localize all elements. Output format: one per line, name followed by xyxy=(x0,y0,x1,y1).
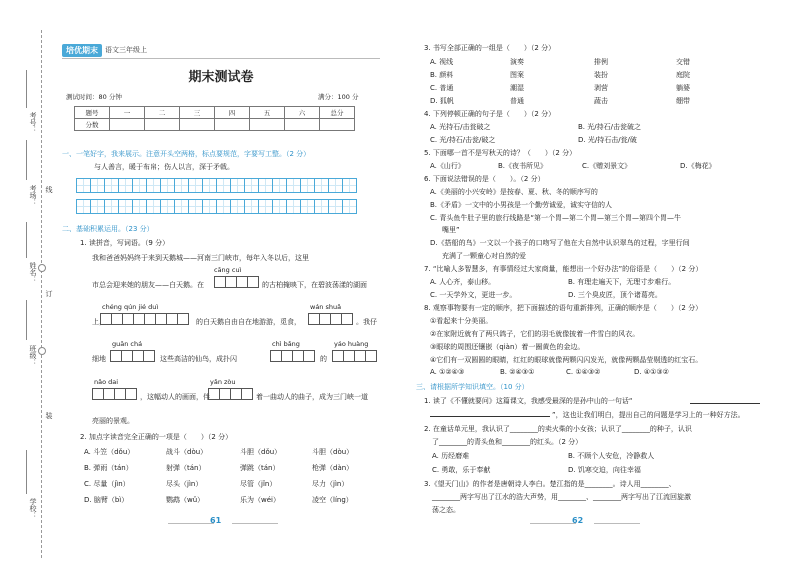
q6-option-c-cont: 嘴里” xyxy=(442,226,460,234)
q2-option: 射弹（tán） xyxy=(166,464,206,472)
score-input[interactable] xyxy=(320,119,355,131)
q5-stem: 5. 下面哪一首不是写秋天的诗？（ ）（2 分） xyxy=(424,149,577,157)
passage-line-4c: 的 xyxy=(320,355,327,363)
q3-option: B. 颜料 xyxy=(430,71,454,79)
section1-sentence: 与人善言，暖于布帛；伤人以言，深于矛戟。 xyxy=(94,163,234,171)
q3-option: 排例 xyxy=(594,58,608,66)
q2-option: 弹跳（tán） xyxy=(240,464,280,472)
score-cell: 题号 xyxy=(75,107,110,119)
q3-stem: 3. 书写全部正确的一组是（ ）（2 分） xyxy=(424,44,556,52)
q1-stem: 1. 读拼音，写词语。（9 分） xyxy=(80,239,170,247)
writing-grid-row-2[interactable] xyxy=(76,199,356,214)
page-number-rule xyxy=(530,523,576,533)
q3-option: C. 普通 xyxy=(430,84,454,92)
score-table-header-row xyxy=(75,107,355,119)
score-input[interactable] xyxy=(285,119,320,131)
score-cell: 二 xyxy=(145,107,180,119)
q3-option: 蔬击 xyxy=(594,97,608,105)
page-title: 期末测试卷 xyxy=(188,70,254,85)
q8-option: A. ①②④③ xyxy=(430,368,465,376)
q2-option: 乐为（wéi） xyxy=(240,496,280,504)
pinyin-chibang: chì bǎng xyxy=(272,340,300,348)
pinyin-yaohuang: yáo huàng xyxy=(334,340,369,348)
binding-mark-zhuang: 装 xyxy=(45,412,53,419)
page-number-left: 61 xyxy=(210,516,222,525)
section1-heading: 一、一笔好字，我来展示。注意开头空两格，标点要规范，字要写工整。（2 分） xyxy=(62,150,311,158)
q6-option-a: A.《美丽的小兴安岭》是按春、夏、秋、冬的顺序写的 xyxy=(430,188,598,196)
q2-option: 尽力（jìn） xyxy=(312,480,349,488)
q6-option-d-cont: 充满了一颗童心对自然的爱 xyxy=(442,252,526,260)
passage-line-2b: 的古柏掩映下，在碧波荡漾的湖面 xyxy=(262,281,367,289)
fill-q2: 2. 在童话单元里，我认识了________的卖火柴的小女孩；认识了________的种子，认识 xyxy=(424,425,692,433)
q5-option: A.《山行》 xyxy=(430,162,465,170)
q8-sentence: ③眼球的周围还镶嵌（qiàn）着一圈黄色的金边。 xyxy=(430,343,585,351)
passage-line-4b: 这些高洁的仙鸟，成扑闪 xyxy=(160,355,237,363)
fill-q1-blank[interactable] xyxy=(690,403,760,404)
q8-option: D. ④①③② xyxy=(634,368,669,376)
fill-q3: 3.《望天门山》的作者是唐朝诗人李白。楚江指的是________。诗人用________、 xyxy=(424,480,676,488)
passage-line-2a: 市总会迎来她的朋友——白天鹅。在 xyxy=(92,281,204,289)
fill-q1: 1. 读了《不懂就要问》这篇课文，我感受最深的是孙中山的一句话“ xyxy=(424,397,633,405)
school-label: 学校： xyxy=(29,498,37,519)
q2-option: 凌空（líng） xyxy=(312,496,353,504)
q4-option: A. 光持石/击瓮破之 xyxy=(430,123,491,131)
name-label: 姓名： xyxy=(29,262,37,283)
binding-mark-line: 线 xyxy=(45,186,53,193)
fill-q2-option: C. 勇敢，乐于奉献 xyxy=(432,466,491,474)
q8-option: B. ②④③① xyxy=(500,368,535,376)
answer-box-chengqunjiedui[interactable] xyxy=(100,313,188,325)
answer-box-yanzou[interactable] xyxy=(208,388,252,400)
q3-option: 图案 xyxy=(510,71,524,79)
fill-q2-option: D. 饥寒交迫，向往幸福 xyxy=(568,466,641,474)
score-cell: 总分 xyxy=(320,107,355,119)
q3-option: 演奏 xyxy=(510,58,524,66)
q7-stem: 7. “比喻人多智慧多，有事情经过大家商量，能想出一个好办法”的俗语是（ ）（2 分） xyxy=(424,265,703,273)
q3-option: 潮湿 xyxy=(510,84,524,92)
score-table-score-row xyxy=(75,119,355,131)
q7-option: C. 一天学外文，更进一步。 xyxy=(430,291,517,299)
exam-number-label: 考号： xyxy=(29,112,37,133)
q2-option: B. 弹雨（tán） xyxy=(84,464,133,472)
answer-box-naodai[interactable] xyxy=(92,388,136,400)
q4-option: B. 光/持石/击瓮破之 xyxy=(578,123,641,131)
q3-option: 装扮 xyxy=(594,71,608,79)
passage-line-3a: 上， xyxy=(92,318,106,326)
writing-grid-row-1[interactable] xyxy=(76,178,356,193)
name-field[interactable] xyxy=(26,222,27,258)
pinyin-chengqunjiedui: chéng qún jié duì xyxy=(102,303,159,311)
score-input[interactable] xyxy=(180,119,215,131)
q6-option-d: D.《搭船的鸟》一文以一个孩子的口吻写了他在大自然中认识翠鸟的过程，字里行间 xyxy=(430,239,690,247)
q2-option: 斗胆（dǒu） xyxy=(240,448,282,456)
q3-option: 躺婆 xyxy=(676,84,690,92)
q3-option: 交错 xyxy=(676,58,690,66)
binding-margin xyxy=(0,0,58,585)
q3-option: 剥营 xyxy=(594,84,608,92)
binding-cut-line xyxy=(41,30,42,558)
q8-sentence: ②在家附近就有了两只鸽子，它们的羽毛就像披着一件雪白的风衣。 xyxy=(430,330,640,338)
page-number-rule xyxy=(232,523,278,533)
binding-hole xyxy=(38,347,46,355)
q5-option: D.《梅花》 xyxy=(680,162,716,170)
answer-box-wanshua[interactable] xyxy=(308,313,352,325)
fill-q2-cont: 了________的青头鱼和________的红头。（2 分） xyxy=(432,438,583,446)
class-field[interactable] xyxy=(26,300,27,340)
q2-option: 枪弹（dàn） xyxy=(312,464,354,472)
fill-q1-cont: ”，这也让我们明白，提出自己的问题是学习上的一种好方法。 xyxy=(552,411,745,419)
exam-number-field[interactable] xyxy=(26,70,27,108)
header-rule xyxy=(62,58,380,59)
passage-line-1: 我和爸爸妈妈终于来到天鹅城——河南三门峡市，每年入冬以后，这里 xyxy=(92,254,309,262)
answer-box-chibang[interactable] xyxy=(270,350,314,362)
passage-line-4a: 细地 xyxy=(92,355,106,363)
score-cell: 分数 xyxy=(75,119,110,131)
q2-option: A. 斗笠（dǒu） xyxy=(84,448,135,456)
section2-heading: 二、基础积累运用。（23 分） xyxy=(62,225,154,233)
passage-line-3c: 。我仔 xyxy=(356,318,377,326)
brand-subject: 语文三年级上 xyxy=(105,46,147,54)
q8-stem: 8. 观察事物要有一定的顺序，把下面描述的语句重新排列，正确的顺序是（ ）（2 分） xyxy=(424,304,703,312)
q5-option: C.《赠刘景文》 xyxy=(582,162,632,170)
pinyin-wanshua: wán shuǎ xyxy=(310,303,342,311)
page-number-rule xyxy=(594,523,640,533)
q2-option: 尽管（jǐn） xyxy=(240,480,277,488)
q2-option: 斗胆（dòu） xyxy=(312,448,354,456)
q2-option: 战斗（dòu） xyxy=(166,448,208,456)
score-cell: 四 xyxy=(215,107,250,119)
page-number-rule xyxy=(168,523,214,533)
score-cell: 六 xyxy=(285,107,320,119)
score-table xyxy=(74,106,355,131)
passage-line-5b: 着一曲动人的曲子，成为三门峡一道 xyxy=(256,393,368,401)
school-field[interactable] xyxy=(26,450,27,494)
class-label: 班级： xyxy=(29,345,37,366)
score-cell: 一 xyxy=(110,107,145,119)
fill-q3-cont: ________两字写出了江水的浩大声势，用________、________两字写出了江流回旋激 xyxy=(432,493,691,501)
q8-sentence: ①看起来十分美丽。 xyxy=(430,317,493,325)
q7-option: B. 有理走遍天下，无理寸步难行。 xyxy=(568,278,676,286)
q8-sentence: ④它们有一双圆圆的眼睛，红红的眼球就像两颗闪闪发光，就像两颗晶莹剔透的红宝石。 xyxy=(430,356,703,364)
score-input[interactable] xyxy=(145,119,180,131)
answer-box-yaohuang[interactable] xyxy=(332,350,376,362)
pinyin-naodai: nǎo dai xyxy=(94,378,119,386)
q7-option: D. 三个臭皮匠，顶个诸葛亮。 xyxy=(568,291,662,299)
exam-time: 测试时间：80 分钟 xyxy=(66,93,122,101)
q4-stem: 4. 下列停顿正确的句子是（ ）（2 分） xyxy=(424,110,556,118)
q3-option: D. 狐帆 xyxy=(430,97,454,105)
score-input[interactable] xyxy=(110,119,145,131)
passage-line-6: 亮丽的景观。 xyxy=(92,417,134,425)
brand xyxy=(62,44,147,56)
q3-option: 绷带 xyxy=(676,97,690,105)
q7-option: A. 人心齐，泰山移。 xyxy=(430,278,496,286)
passage-line-5a: ，这幅动人的画面，伴 xyxy=(140,393,210,401)
q4-option: D. 光/持石击/瓮/破 xyxy=(578,136,637,144)
q2-option: C. 尽量（jìn） xyxy=(84,480,130,488)
q2-option: D. 脑臂（bì） xyxy=(84,496,129,504)
q2-stem: 2. 加点字读音完全正确的一项是（ ）（2 分） xyxy=(80,433,233,441)
q6-stem: 6. 下面说法错误的是（ ）。（2 分） xyxy=(424,175,545,183)
full-score: 满分：100 分 xyxy=(318,93,359,101)
pinyin-yanzou: yǎn zòu xyxy=(210,378,236,386)
q6-option-b: B.《矛盾》一文中的小男孩是一个勤劳诚爱，诚实守信的人 xyxy=(430,201,613,209)
fill-q2-option: B. 不顾个人安危，冷静救人 xyxy=(568,452,655,460)
page-number-right: 62 xyxy=(572,516,584,525)
answer-box-guancha[interactable] xyxy=(110,350,154,362)
exam-room-field[interactable] xyxy=(26,140,27,180)
q3-option: 普通 xyxy=(510,97,524,105)
binding-mark-ding: 订 xyxy=(45,290,53,297)
score-input[interactable] xyxy=(215,119,250,131)
binding-hole xyxy=(38,264,46,272)
q2-option: 尽头（jìn） xyxy=(166,480,203,488)
section3-heading: 三、请根据所学知识填空。（10 分） xyxy=(416,383,529,391)
fill-q2-option: A. 历经磨难 xyxy=(432,452,470,460)
q3-option: 庭院 xyxy=(676,71,690,79)
score-input[interactable] xyxy=(250,119,285,131)
exam-room-label: 考场： xyxy=(29,185,37,206)
score-cell: 五 xyxy=(250,107,285,119)
q5-option: B.《夜书所见》 xyxy=(498,162,548,170)
score-cell: 三 xyxy=(180,107,215,119)
q8-option: C. ①④③② xyxy=(566,368,601,376)
pinyin-cangcui: cāng cuì xyxy=(214,266,242,274)
brand-logo: 培优期末 xyxy=(62,44,102,57)
fill-q1-blank-2[interactable] xyxy=(430,416,550,417)
fill-q3-end: 荡之态。 xyxy=(432,506,460,514)
q4-option: C. 光/持石/击瓮/破之 xyxy=(430,136,496,144)
passage-line-3b: 的白天鹅自由自在地游游，觅食， xyxy=(196,318,301,326)
q6-option-c: C. 青头鱼牛肚子里的旅行线路是“第一个胃—第二个胃—第三个胃—第四个胃—牛 xyxy=(430,214,681,222)
pinyin-guancha: guān chá xyxy=(112,340,143,348)
q2-option: 鹦鹉（wǔ） xyxy=(166,496,205,504)
answer-box-cangcui[interactable] xyxy=(214,276,258,288)
q3-option: A. 视线 xyxy=(430,58,454,66)
